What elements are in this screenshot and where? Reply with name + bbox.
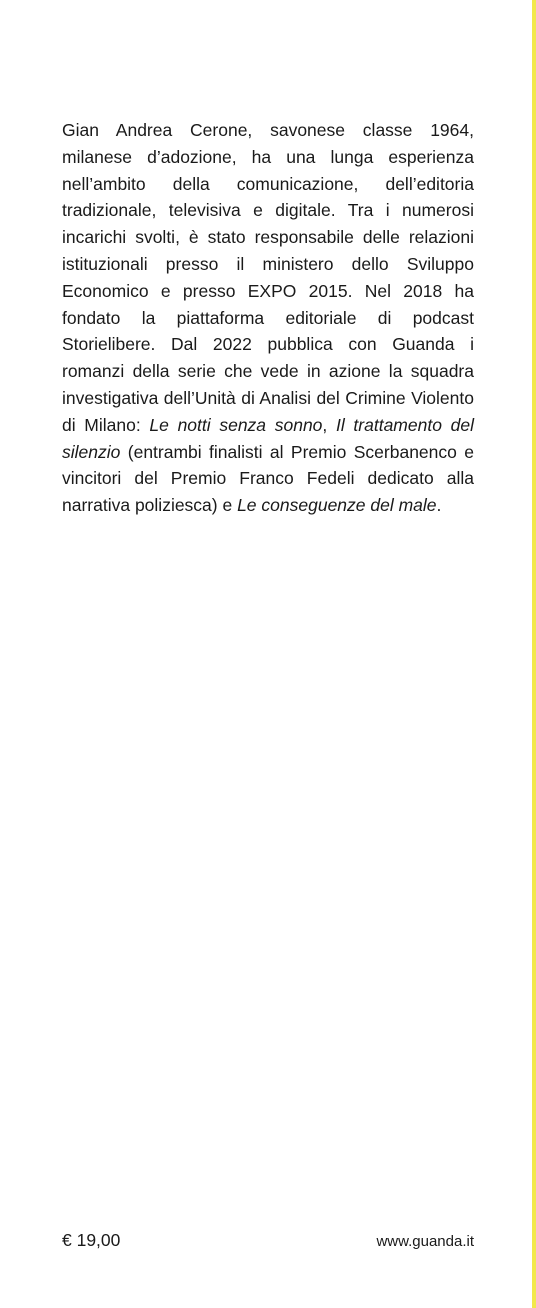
book-title-le-notti-senza-sonno: Le notti senza sonno [149,414,323,435]
publisher-website-link[interactable]: www.guanda.it [376,1233,474,1250]
book-price: € 19,00 [62,1230,121,1250]
author-biography [62,117,474,519]
book-title-le-conseguenze-del-male: Le conseguenze del male [237,495,437,516]
bio-text-part-1: Gian Andrea Cerone, savonese classe 1964, milanese d’adozione, ha una lunga esperienza nell’ambito della comunicazione, dell’editoria tradizionale, televisiva e digitale. Tra i numerosi incarichi svolti, è stato responsabile delle relazioni istituzionali presso il ministero dello Sviluppo Economico e presso EXPO 2015. Nel 2018 ha fondato la piattaforma editoriale di podcast Storielibere. Dal 2022 pubblica con Guanda i romanzi della serie che vede in azione la squadra investigativa dell’Unità di Analisi del Crimine Violento di Milano: [62,120,474,435]
bio-end-period: . [436,495,442,516]
book-title-il-trattamento-del-silenzio: Il trattamento del silenzio [62,414,474,462]
cover-footer [62,1230,474,1251]
bio-text-part-2: (entrambi finalisti al Premio Scerbanenco e vincitori del Premio Franco Fedeli dedicato alla narrativa poliziesca) e [62,441,474,516]
yellow-edge-stripe [532,0,536,1308]
bio-separator: , [322,414,336,435]
